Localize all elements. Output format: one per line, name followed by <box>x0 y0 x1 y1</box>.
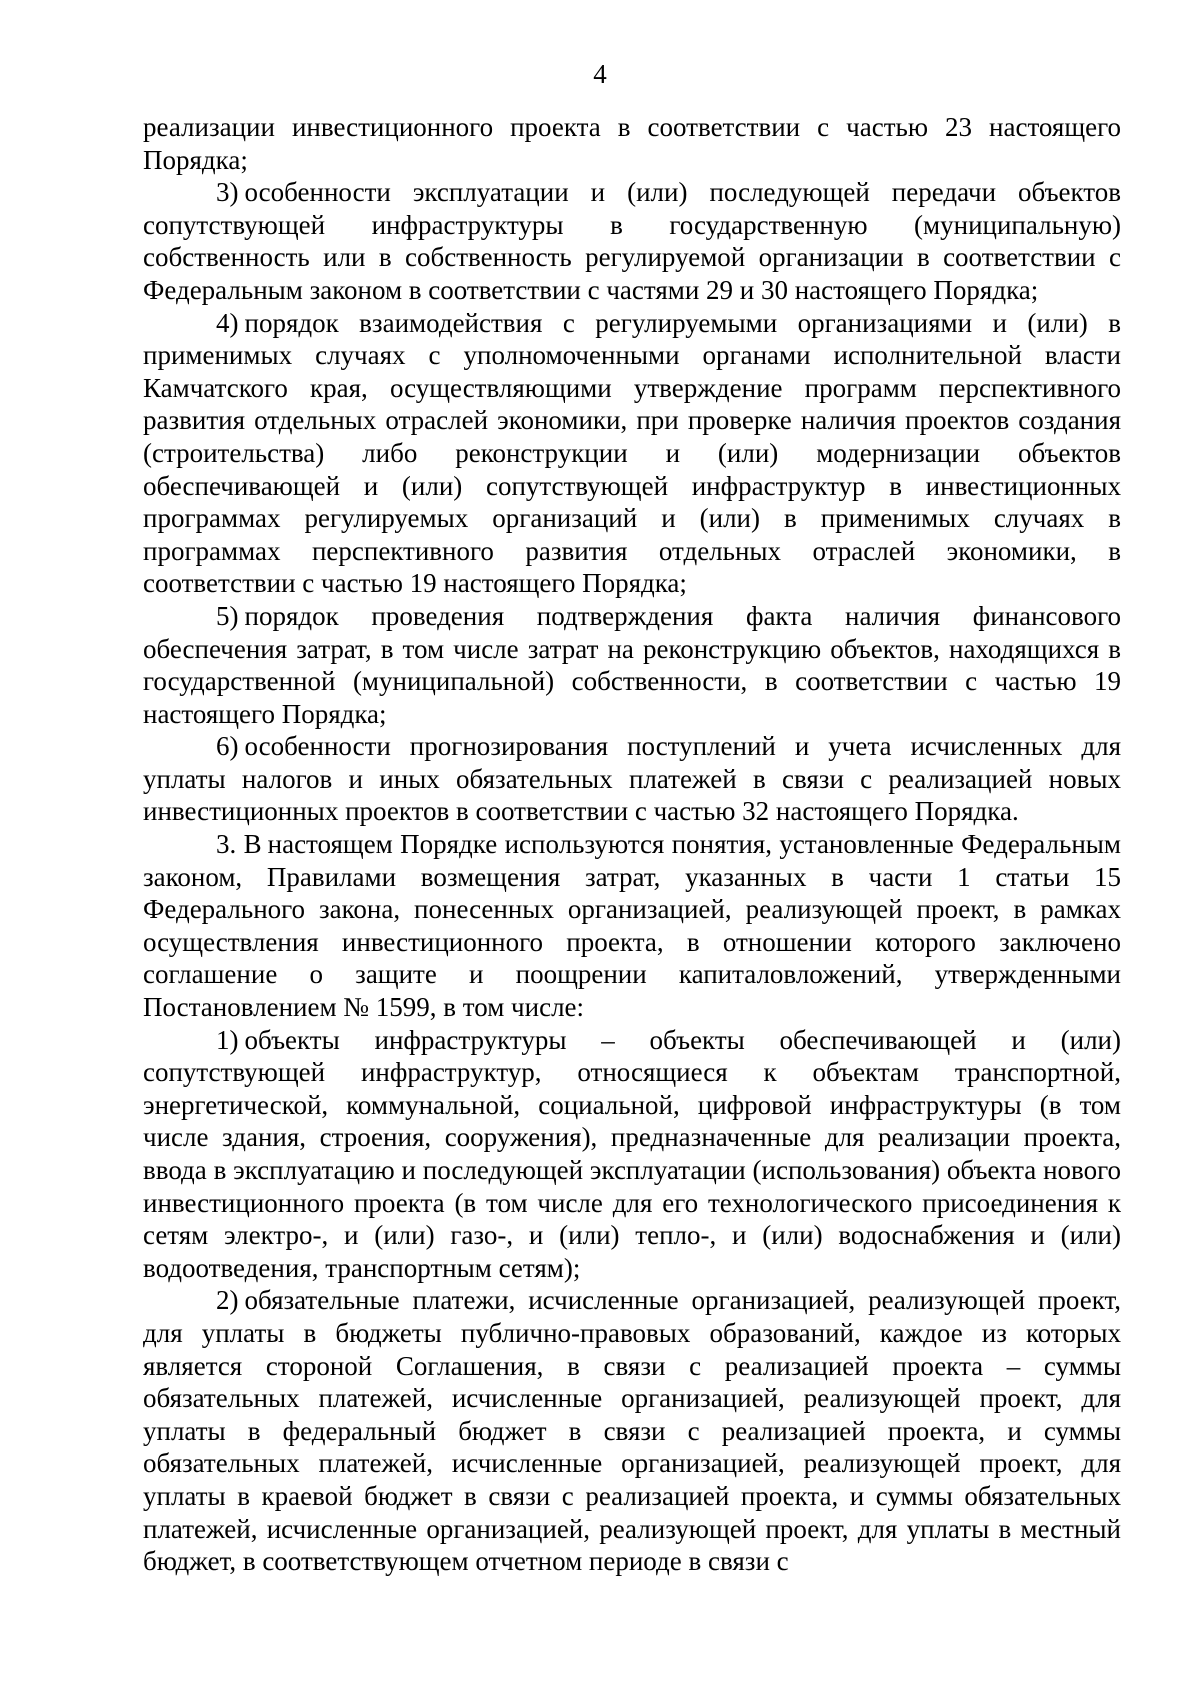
document-body <box>143 111 1121 1578</box>
definition-item-1 <box>143 1024 1121 1285</box>
paragraph-continuation <box>143 111 1121 176</box>
list-item-6 <box>143 730 1121 828</box>
paragraph-text: порядок взаимодействия с регулируемыми организациями и (или) в применимых случаях с уполномоченными органами исполнительной власти Камчатского края, осуществляющими утверждение программ перспективного развития отдельных отраслей экономики, при проверке наличия проектов создания (строительства) либо реконструкции и (или) модернизации объектов обеспечивающей и (или) сопутствующей инфраструктур в инвестиционных программах регулируемых организаций и (или) в применимых случаях в программах перспективного развития отдельных отраслей экономики, в соответствии с частью 19 настоящего Порядка; <box>143 307 1121 599</box>
paragraph-text: порядок проведения подтверждения факта наличия финансового обеспечения затрат, в том числе затрат на реконструкцию объектов, находящихся в государственной (муниципальной) собственности, в соответствии с частью 19 настоящего Порядка; <box>143 600 1121 729</box>
paragraph-text: настоящем Порядке используются понятия, установленные Федеральным законом, Правилами возмещения затрат, указанных в части 1 статьи 15 Федерального закона, понесенных организацией, реализующей проект, в рамках осуществления инвестиционного проекта, в отношении которого заключено соглашение о защите и поощрении капиталовложений, утвержденными Постановлением № 1599, в том числе: <box>143 829 1121 1023</box>
list-item-number: 1) <box>216 1024 239 1055</box>
paragraph-text: особенности прогнозирования поступлений и учета исчисленных для уплаты налогов и иных обязательных платежей в связи с реализацией новых инвестиционных проектов в соответствии с частью 32 настоящего Порядка. <box>143 731 1121 827</box>
paragraph-text: обязательные платежи, исчисленные организацией, реализующей проект, для уплаты в бюджеты публично-правовых образований, каждое из которых является стороной Соглашения, в связи с реализацией проекта – суммы обязательных платежей, исчисленные организацией, реализующей проект, для уплаты в федеральный бюджет в связи с реализацией проекта, и суммы обязательных платежей, исчисленные организацией, реализующей проект, для уплаты в краевой бюджет в связи с реализацией проекта, и суммы обязательных платежей, исчисленные организацией, реализующей проект, для уплаты в местный бюджет, в соответствующем отчетном периоде в связи с <box>143 1285 1121 1577</box>
list-item-number: 2) <box>216 1285 239 1316</box>
list-item-number: 3) <box>216 177 239 208</box>
list-item-number: 4) <box>216 307 239 338</box>
list-item-number: 5) <box>216 600 239 631</box>
section-number: 3. В <box>216 829 262 860</box>
list-item-4 <box>143 307 1121 600</box>
section-3 <box>143 828 1121 1024</box>
paragraph-text: реализации инвестиционного проекта в соответствии с частью 23 настоящего Порядка; <box>143 112 1121 175</box>
paragraph-text: объекты инфраструктуры – объекты обеспечивающей и (или) сопутствующей инфраструктур, относящиеся к объектам транспортной, энергетической, коммунальной, социальной, цифровой инфраструктуры (в том числе здания, строения, сооружения), предназначенные для реализации проекта, ввода в эксплуатацию и последующей эксплуатации (использования) объекта нового инвестиционного проекта (в том числе для его технологического присоединения к сетям электро-, и (или) газо-, и (или) тепло-, и (или) водоснабжения и (или) водоотведения, транспортным сетям); <box>143 1024 1121 1283</box>
definition-item-2 <box>143 1284 1121 1577</box>
list-item-5 <box>143 600 1121 730</box>
paragraph-text: особенности эксплуатации и (или) последующей передачи объектов сопутствующей инфраструктуры в государственную (муниципальную) собственность или в собственность регулируемой организации в соответствии с Федеральным законом в соответствии с частями 29 и 30 настоящего Порядка; <box>143 177 1121 305</box>
list-item-number: 6) <box>216 731 239 762</box>
page-number: 4 <box>593 59 607 89</box>
list-item-3 <box>143 176 1121 306</box>
